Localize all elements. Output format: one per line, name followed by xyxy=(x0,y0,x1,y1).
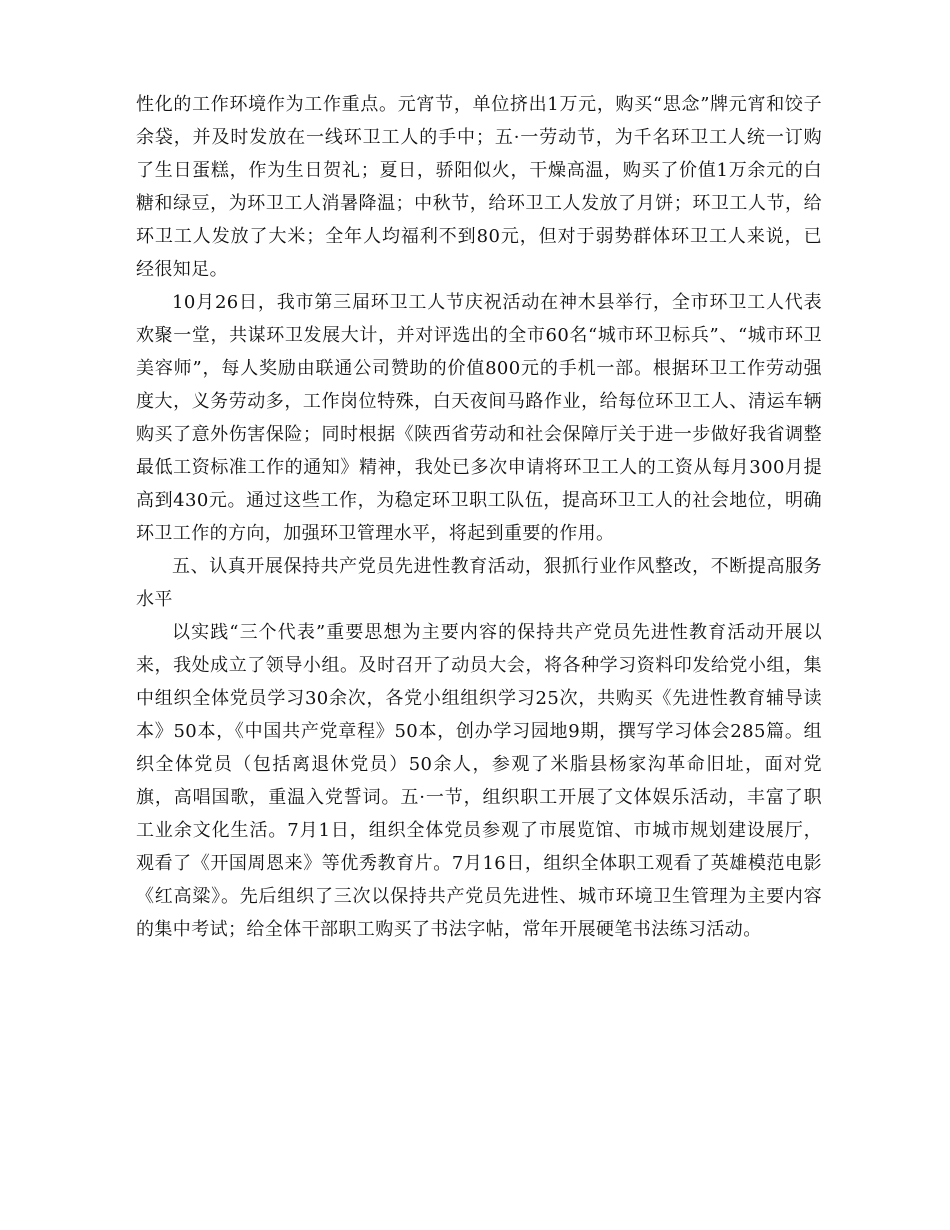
paragraph-welfare: 性化的工作环境作为工作重点。元宵节，单位挤出1万元，购买“思念”牌元宵和饺子余袋，并及时发放在一线环卫工人的手中；五·一劳动节，为千名环卫工人统一订购了生日蛋糕，作为生日贺礼；夏日，骄阳似火，干燥高温，购买了价值1万余元的白糖和绿豆，为环卫工人消暑降温；中秋节，给环卫工人发放了月饼；环卫工人节，给环卫工人发放了大米；全年人均福利不到80元，但对于弱势群体环卫工人来说，已经很知足。 xyxy=(136,94,822,280)
paragraph-sanitation-festival: 10月26日，我市第三届环卫工人节庆祝活动在神木县举行，全市环卫工人代表欢聚一堂，共谋环卫发展大计，并对评选出的全市60名“城市环卫标兵”、“城市环卫美容师”，每人奖励由联通公司赞助的价值800元的手机一部。根据环卫工作劳动强度大，义务劳动多，工作岗位特殊，白天夜间马路作业，给每位环卫工人、清运车辆购买了意外伤害保险；同时根据《陕西省劳动和社会保障厅关于进一步做好我省调整最低工资标准工作的通知》精神，我处已多次申请将环卫工人的工资从每月300月提高到430元。通过这些工作，为稳定环卫职工队伍，提高环卫工人的社会地位，明确环卫工作的方向，加强环卫管理水平，将起到重要的作用。 xyxy=(136,292,822,544)
paragraph-party-education: 以实践“三个代表”重要思想为主要内容的保持共产党员先进性教育活动开展以来，我处成立了领导小组。及时召开了动员大会，将各种学习资料印发给党小组，集中组织全体党员学习30余次，各党小组组织学习25次，共购买《先进性教育辅导读本》50本，《中国共产党章程》50本，创办学习园地9期，撰写学习体会285篇。组织全体党员（包括离退休党员）50余人，参观了米脂县杨家沟革命旧址，面对党旗，高唱国歌，重温入党誓词。五·一节，组织职工开展了文体娱乐活动，丰富了职工业余文化生活。7月1日，组织全体党员参观了市展览馆、市城市规划建设展厅，观看了《开国周恩来》等优秀教育片。7月16日，组织全体职工观看了英雄模范电影《红高粱》。先后组织了三次以保持共产党员先进性、城市环境卫生管理为主要内容的集中考试；给全体干部职工购买了书法字帖，常年开展硬笔书法练习活动。 xyxy=(136,622,822,940)
document-body xyxy=(136,88,822,946)
section-heading-party-education: 五、认真开展保持共产党员先进性教育活动，狠抓行业作风整改，不断提高服务水平 xyxy=(136,556,822,610)
